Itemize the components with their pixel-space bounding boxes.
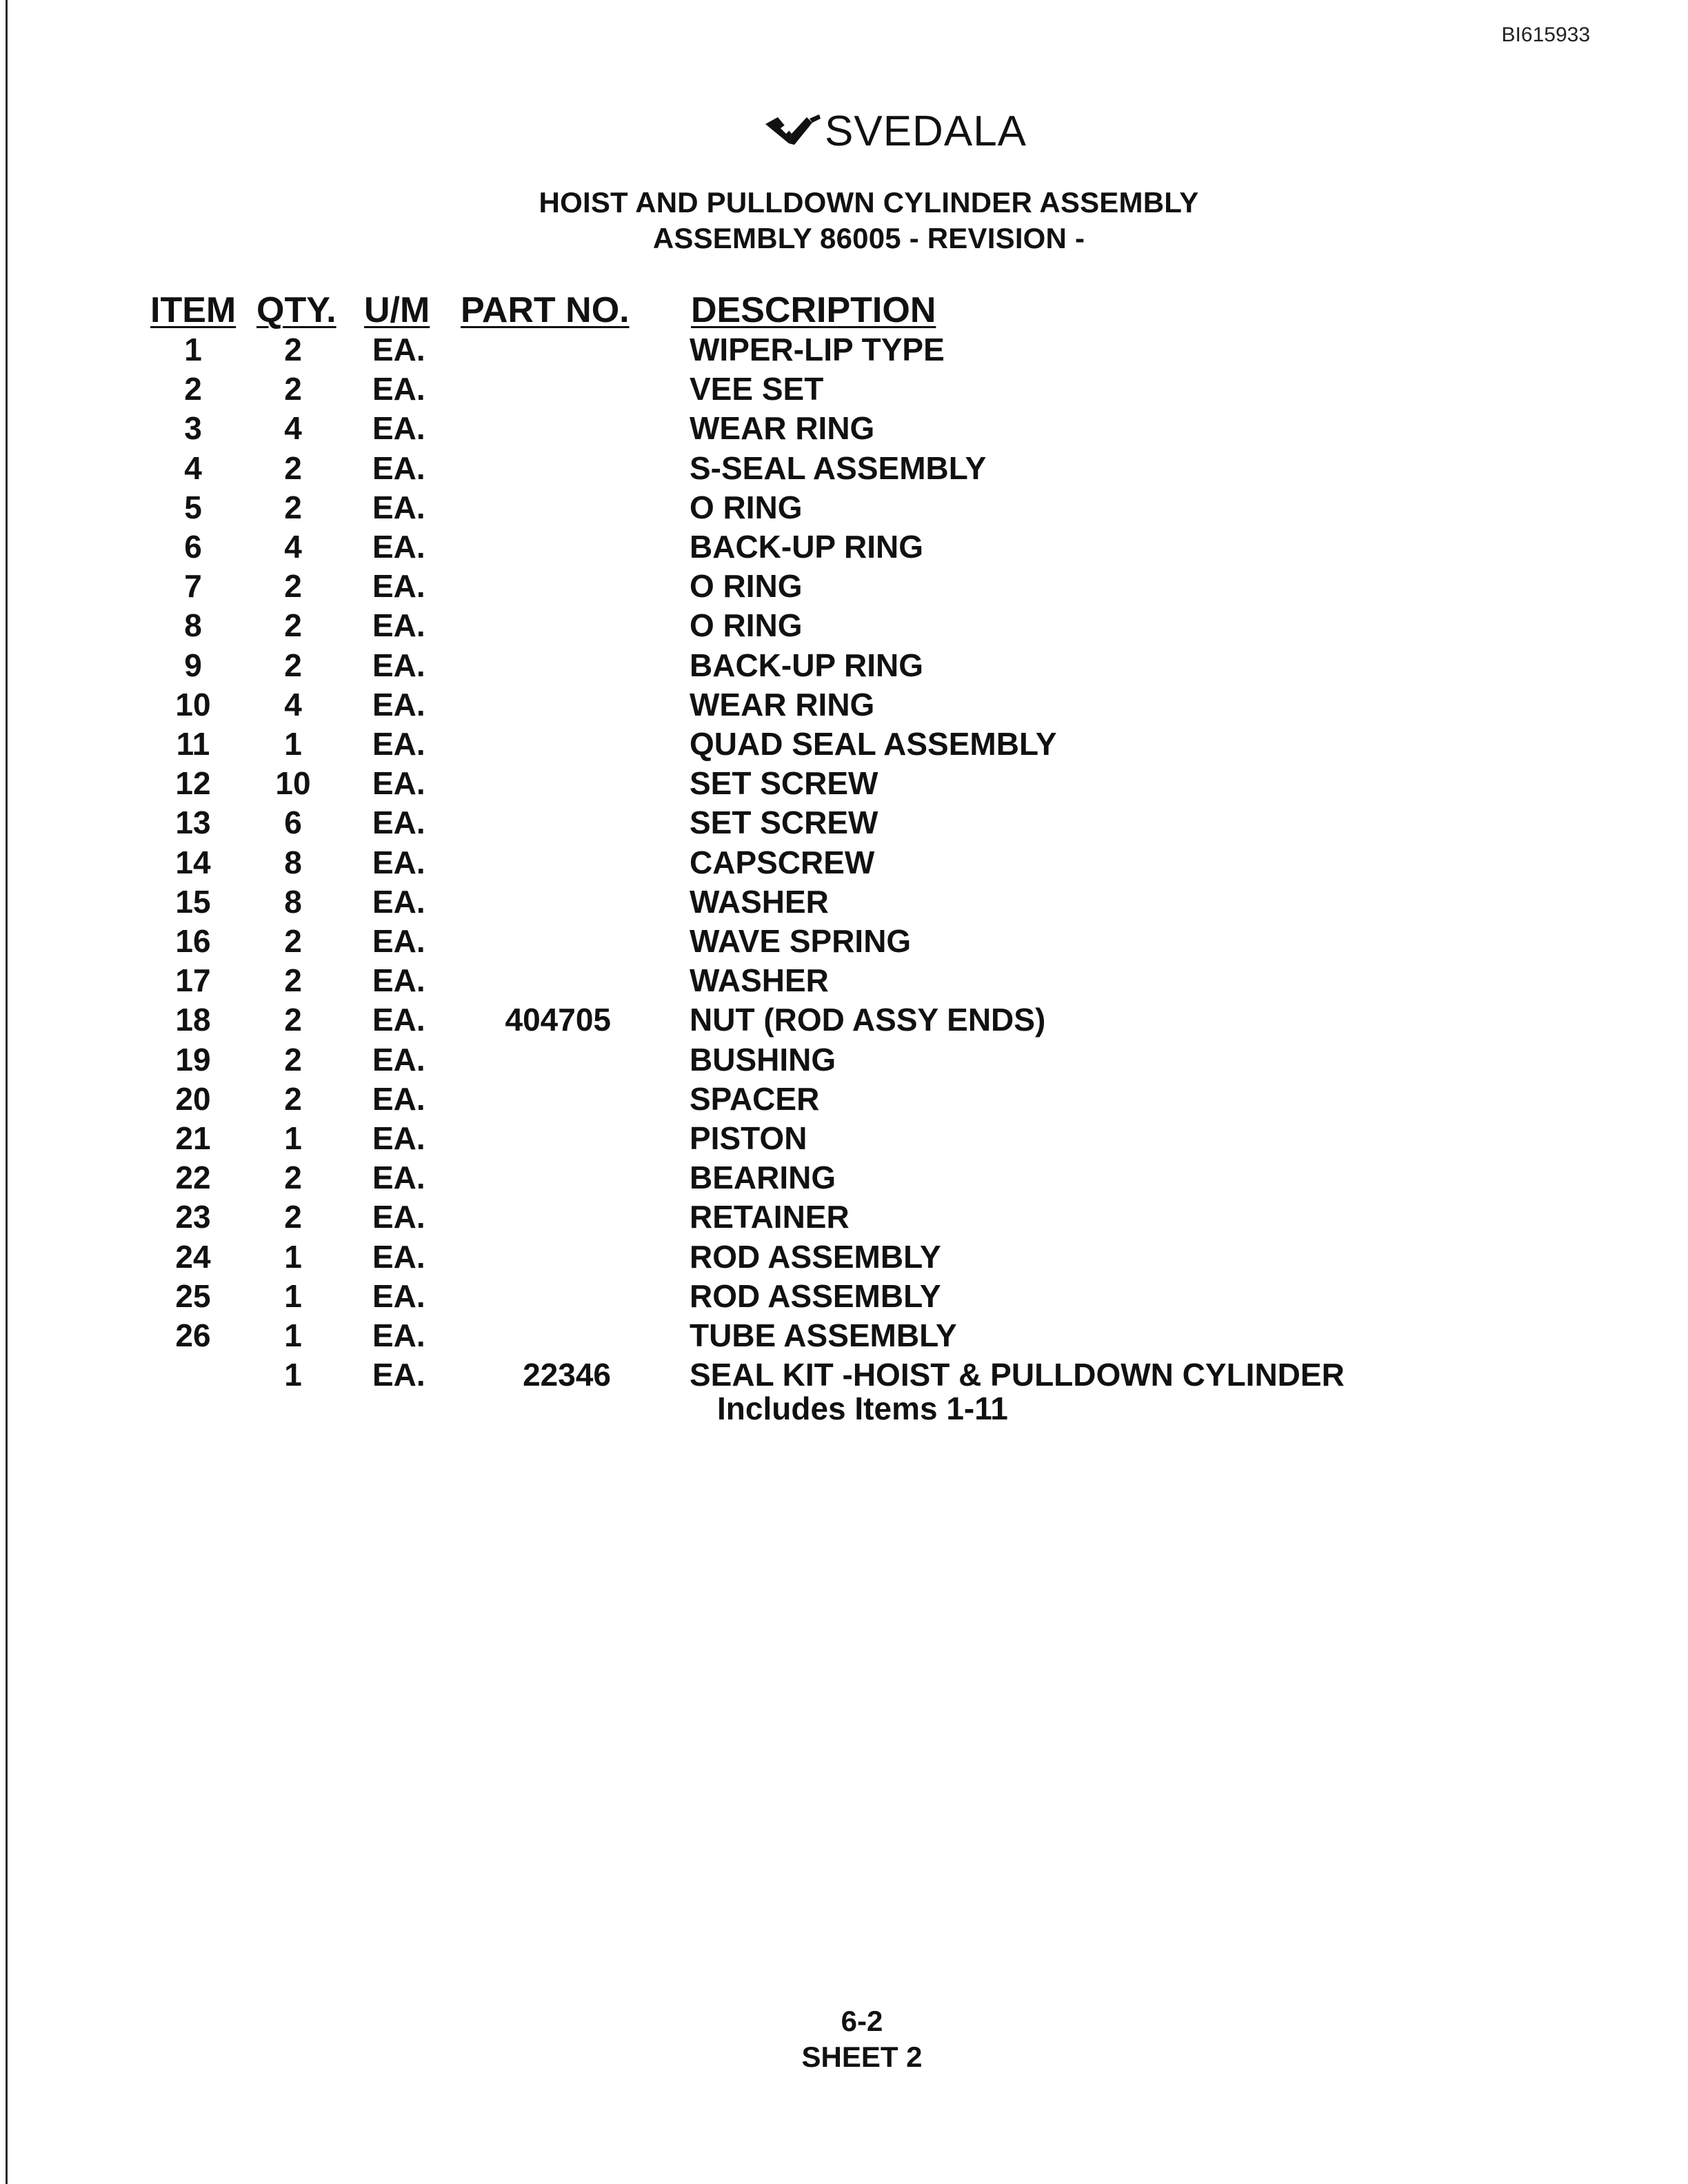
item-cell: 24: [175, 1239, 211, 1275]
qty-cell: 2: [284, 647, 302, 683]
description-cell: SET SCREW: [690, 765, 878, 801]
table-row: [0, 567, 1688, 607]
description-cell: SET SCREW: [690, 805, 878, 840]
table-row: [0, 962, 1688, 1001]
description-cell: BACK-UP RING: [690, 529, 924, 565]
um-cell: EA.: [372, 1160, 425, 1195]
item-cell: 4: [184, 450, 202, 486]
table-row: [0, 1277, 1688, 1317]
description-cell: PISTON: [690, 1120, 807, 1156]
item-cell: 17: [175, 962, 211, 998]
description-cell: O RING: [690, 489, 803, 525]
um-cell: EA.: [372, 450, 425, 486]
table-row: [0, 804, 1688, 843]
um-cell: EA.: [372, 1002, 425, 1038]
um-cell: EA.: [372, 765, 425, 801]
qty-cell: 2: [284, 1199, 302, 1235]
qty-cell: 4: [284, 529, 302, 565]
item-cell: 5: [184, 489, 202, 525]
um-cell: EA.: [372, 529, 425, 565]
table-row: [0, 686, 1688, 725]
table-row: [0, 844, 1688, 883]
um-cell: EA.: [372, 1357, 425, 1393]
description-cell: ROD ASSEMBLY: [690, 1278, 941, 1314]
table-row: [0, 1120, 1688, 1159]
qty-cell: 2: [284, 923, 302, 959]
item-cell: 9: [184, 647, 202, 683]
qty-cell: 2: [284, 607, 302, 643]
table-row: [0, 922, 1688, 962]
qty-cell: 2: [284, 332, 302, 367]
description-cell: WEAR RING: [690, 410, 875, 446]
header-description: DESCRIPTION: [691, 290, 936, 330]
description-cell: WASHER: [690, 884, 829, 920]
header-item: ITEM: [150, 290, 237, 330]
item-cell: 26: [175, 1317, 211, 1353]
item-cell: 2: [184, 371, 202, 407]
item-cell: 7: [184, 568, 202, 604]
table-row: [0, 370, 1688, 410]
qty-cell: 2: [284, 568, 302, 604]
svedala-logo-mark-icon: [764, 113, 822, 149]
qty-cell: 1: [284, 1317, 302, 1353]
item-cell: 22: [175, 1160, 211, 1195]
description-cell: BEARING: [690, 1160, 836, 1195]
document-id: BI615933: [1501, 23, 1590, 46]
qty-cell: 8: [284, 845, 302, 880]
qty-cell: 2: [284, 1081, 302, 1117]
qty-cell: 10: [275, 765, 311, 801]
table-row: [0, 1317, 1688, 1356]
qty-cell: 1: [284, 1120, 302, 1156]
description-cell: WASHER: [690, 962, 829, 998]
qty-cell: 2: [284, 962, 302, 998]
description-cell: O RING: [690, 607, 803, 643]
qty-cell: 1: [284, 1239, 302, 1275]
logo-wordmark: SVEDALA: [825, 107, 1027, 155]
qty-cell: 4: [284, 410, 302, 446]
um-cell: EA.: [372, 1199, 425, 1235]
description-cell: BACK-UP RING: [690, 647, 924, 683]
sheet-number: SHEET 2: [801, 2041, 923, 2073]
table-row: [0, 489, 1688, 528]
item-cell: 8: [184, 607, 202, 643]
qty-cell: 1: [284, 1357, 302, 1393]
um-cell: EA.: [372, 568, 425, 604]
um-cell: EA.: [372, 962, 425, 998]
description-cell: WAVE SPRING: [690, 923, 912, 959]
table-row: [0, 1001, 1688, 1040]
um-cell: EA.: [372, 647, 425, 683]
table-row: [0, 725, 1688, 765]
description-cell: BUSHING: [690, 1042, 836, 1078]
qty-cell: 2: [284, 1002, 302, 1038]
um-cell: EA.: [372, 1042, 425, 1078]
qty-cell: 2: [284, 450, 302, 486]
um-cell: EA.: [372, 410, 425, 446]
item-cell: 14: [175, 845, 211, 880]
um-cell: EA.: [372, 845, 425, 880]
qty-cell: 8: [284, 884, 302, 920]
item-cell: 15: [175, 884, 211, 920]
item-cell: 18: [175, 1002, 211, 1038]
um-cell: EA.: [372, 1278, 425, 1314]
assembly-revision: ASSEMBLY 86005 - REVISION -: [652, 222, 1085, 254]
description-cell: SPACER: [690, 1081, 820, 1117]
description-cell: WIPER-LIP TYPE: [690, 332, 945, 367]
um-cell: EA.: [372, 607, 425, 643]
um-cell: EA.: [372, 489, 425, 525]
table-row: [0, 1159, 1688, 1198]
header-qty: QTY.: [257, 290, 336, 330]
um-cell: EA.: [372, 884, 425, 920]
description-cell: SEAL KIT -HOIST & PULLDOWN CYLINDER: [690, 1357, 1345, 1393]
header-part-no: PART NO.: [461, 290, 630, 330]
item-cell: 20: [175, 1081, 211, 1117]
table-row: [0, 883, 1688, 922]
description-cell: TUBE ASSEMBLY: [690, 1317, 957, 1353]
item-cell: 3: [184, 410, 202, 446]
description-cell: ROD ASSEMBLY: [690, 1239, 941, 1275]
item-cell: 12: [175, 765, 211, 801]
qty-cell: 2: [284, 371, 302, 407]
item-cell: 6: [184, 529, 202, 565]
item-cell: 10: [175, 687, 211, 722]
um-cell: EA.: [372, 1239, 425, 1275]
description-cell: O RING: [690, 568, 803, 604]
item-cell: 21: [175, 1120, 211, 1156]
description-cell: VEE SET: [690, 371, 824, 407]
item-cell: 11: [176, 726, 210, 762]
um-cell: EA.: [372, 805, 425, 840]
document-title: HOIST AND PULLDOWN CYLINDER ASSEMBLY: [539, 186, 1199, 219]
header-um: U/M: [364, 290, 430, 330]
qty-cell: 2: [284, 489, 302, 525]
um-cell: EA.: [372, 371, 425, 407]
description-cell: QUAD SEAL ASSEMBLY: [690, 726, 1057, 762]
table-row: [0, 331, 1688, 370]
um-cell: EA.: [372, 1317, 425, 1353]
table-row: [0, 1238, 1688, 1277]
qty-cell: 4: [284, 687, 302, 722]
item-cell: 13: [175, 805, 211, 840]
um-cell: EA.: [372, 923, 425, 959]
um-cell: EA.: [372, 332, 425, 367]
item-cell: 1: [184, 332, 202, 367]
item-cell: 16: [175, 923, 211, 959]
table-row: [0, 765, 1688, 804]
item-cell: 25: [175, 1278, 211, 1314]
table-row: [0, 410, 1688, 449]
part-no-cell: 404705: [505, 1002, 611, 1038]
item-cell: 19: [175, 1042, 211, 1078]
description-cell: CAPSCREW: [690, 845, 875, 880]
description-cell: S-SEAL ASSEMBLY: [690, 450, 987, 486]
table-row: [0, 607, 1688, 646]
part-no-cell: 22346: [523, 1357, 611, 1393]
item-cell: 23: [175, 1199, 211, 1235]
description-cell: WEAR RING: [690, 687, 875, 722]
qty-cell: 2: [284, 1160, 302, 1195]
qty-cell: 6: [284, 805, 302, 840]
um-cell: EA.: [372, 726, 425, 762]
um-cell: EA.: [372, 1120, 425, 1156]
um-cell: EA.: [372, 687, 425, 722]
qty-cell: 2: [284, 1042, 302, 1078]
table-row: [0, 1041, 1688, 1080]
table-row: [0, 449, 1688, 489]
table-row: [0, 1080, 1688, 1120]
seal-kit-note: Includes Items 1-11: [717, 1391, 1008, 1426]
svedala-logo: [764, 103, 1027, 159]
page-number: 6-2: [841, 2005, 883, 2037]
description-cell: NUT (ROD ASSY ENDS): [690, 1002, 1046, 1038]
table-row: [0, 647, 1688, 686]
table-row: [0, 528, 1688, 567]
table-row: [0, 1198, 1688, 1237]
um-cell: EA.: [372, 1081, 425, 1117]
qty-cell: 1: [284, 1278, 302, 1314]
description-cell: RETAINER: [690, 1199, 850, 1235]
qty-cell: 1: [284, 726, 302, 762]
